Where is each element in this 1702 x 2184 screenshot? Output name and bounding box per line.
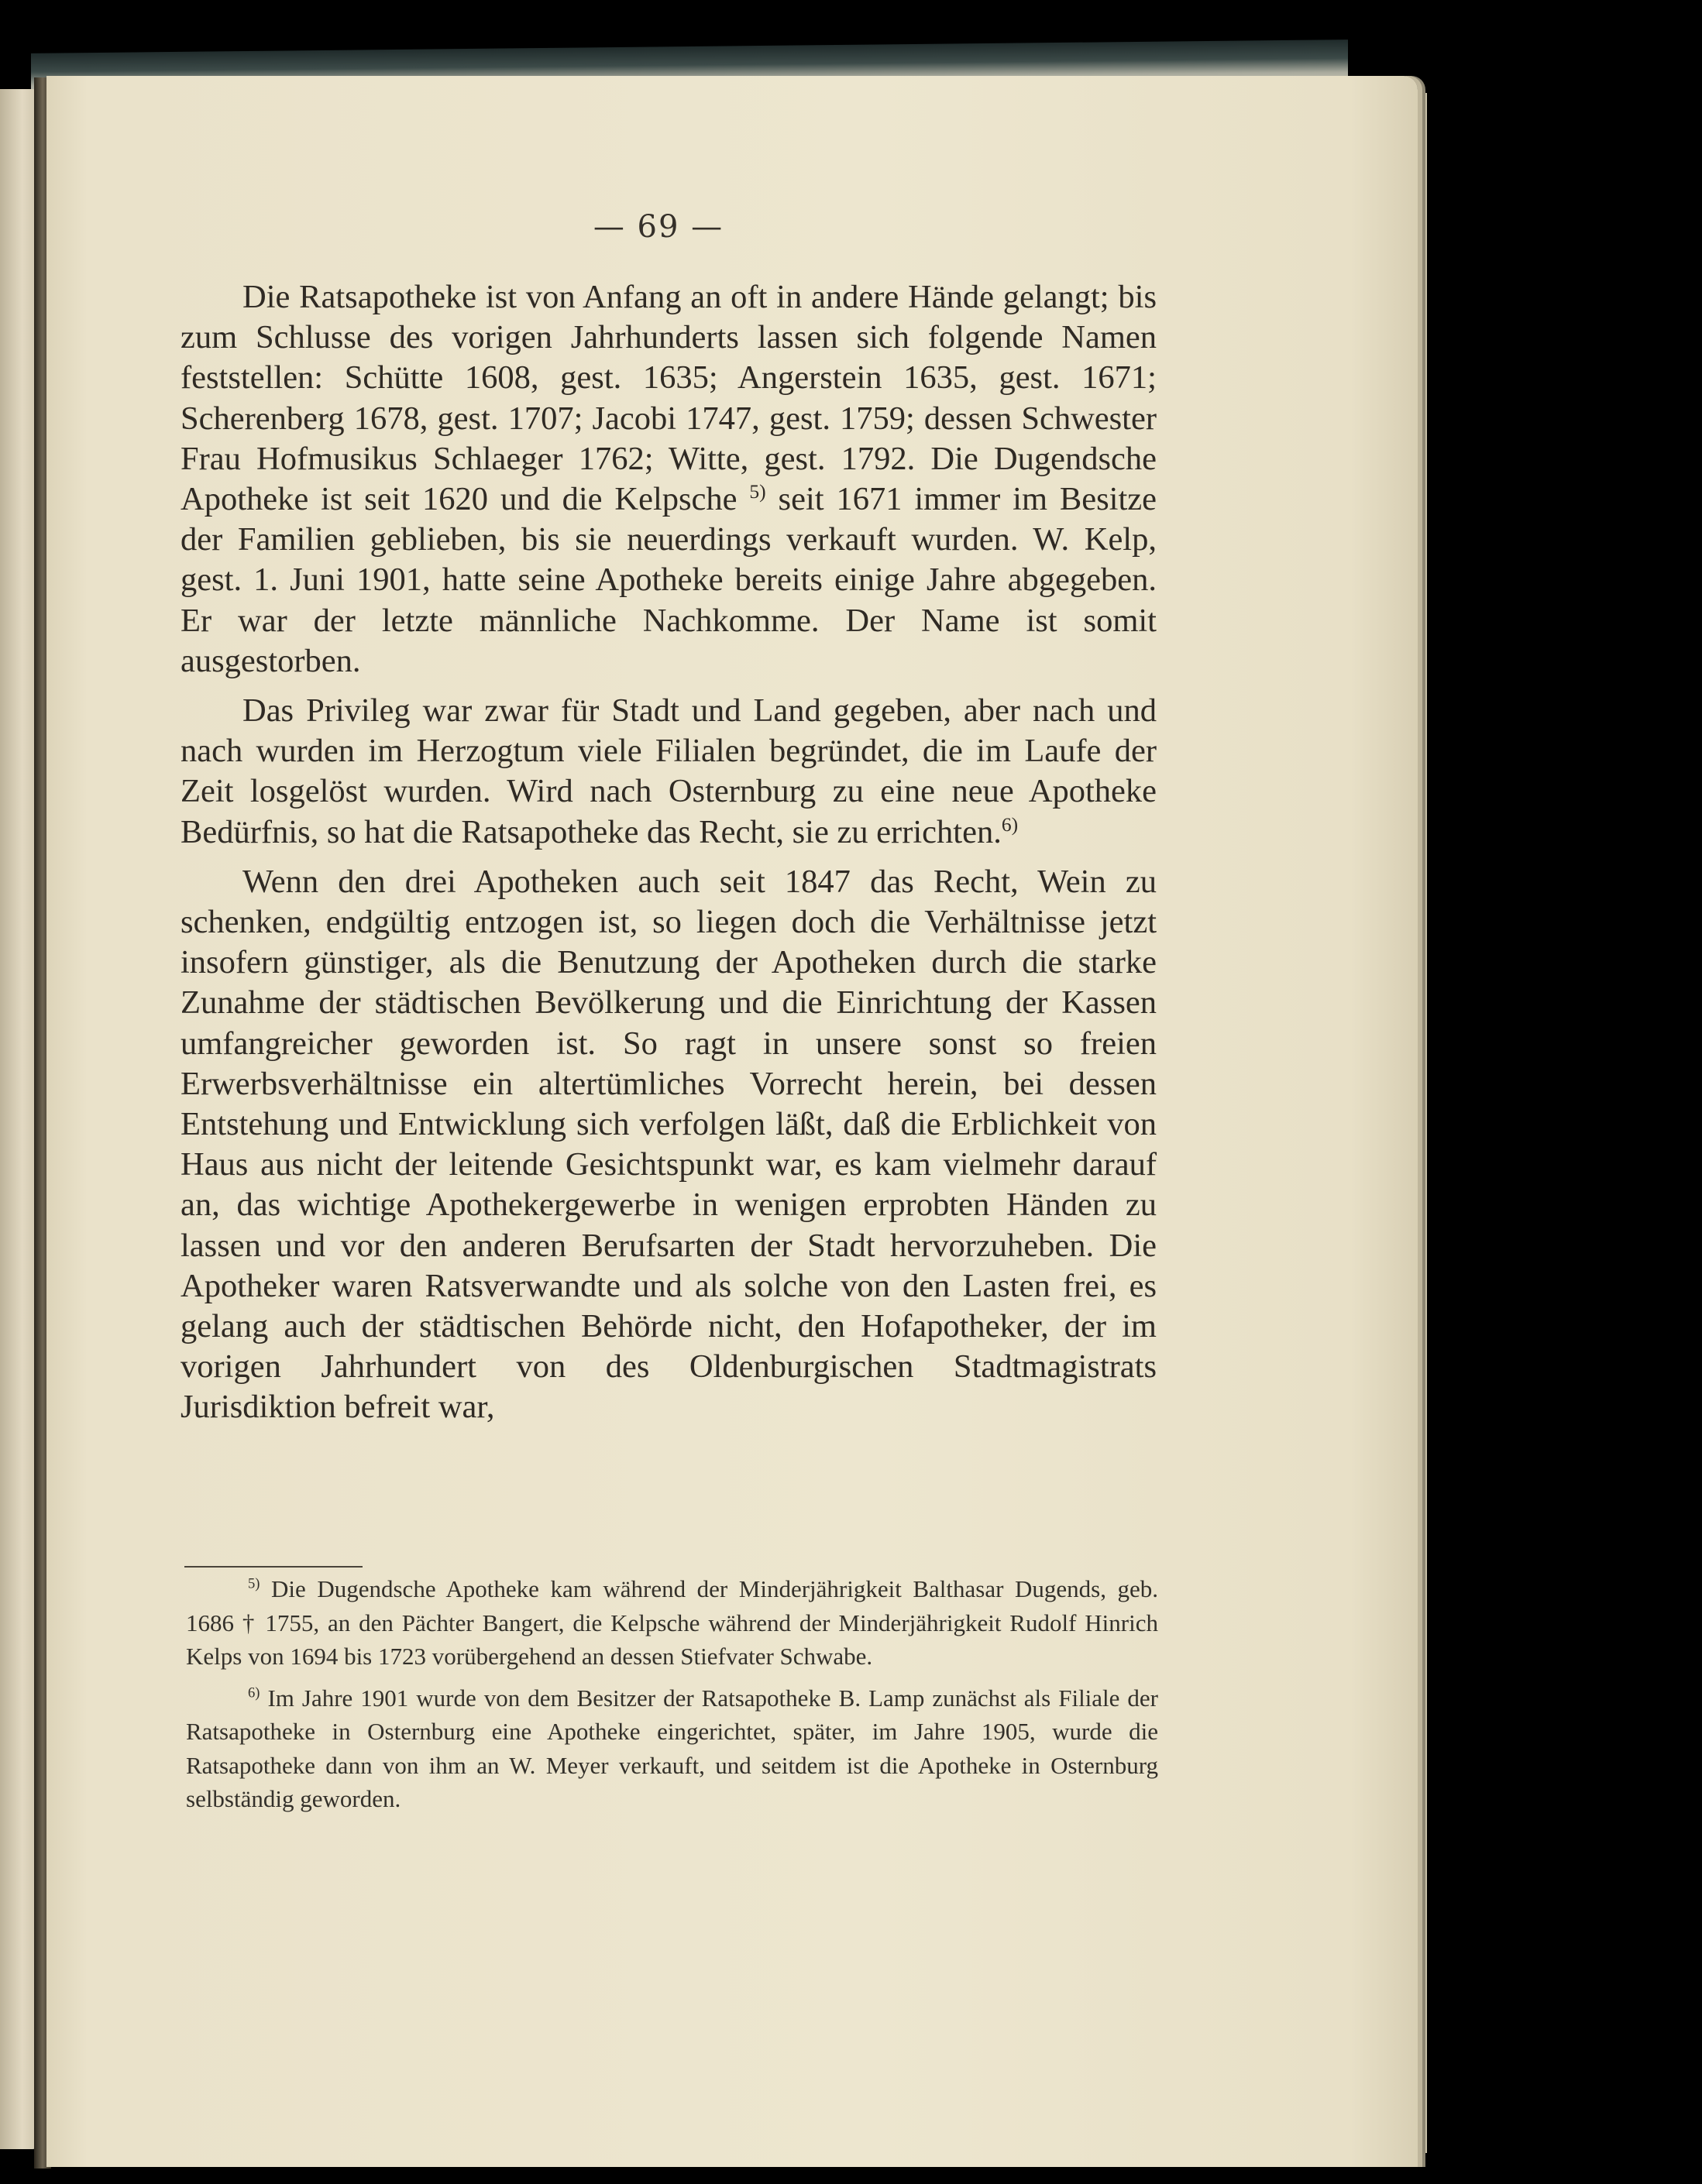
footnote-mark: 6)	[248, 1684, 260, 1702]
footnote-6	[186, 1681, 1158, 1816]
footnote-text: Die Dugendsche Apotheke kam während der Minderjährigkeit Balthasar Dugends, geb. 1686 † 1755, an den Pächter Bangert, die Kelpsche während der Minderjährigkeit Rudolf Hinrich Kelps von 1694 bis 1723 vorübergehend an dessen Stiefvater Schwabe.	[186, 1575, 1158, 1670]
footnote-ref-6: 6)	[1001, 812, 1019, 836]
paragraph-2: Das Privileg war zwar für Stadt und Land gegeben, aber nach und nach wurden im Herzogtum viele Filialen begründet, die im Laufe der Zeit losgelöst wurden. Wird nach Osternburg zu eine neue Apotheke Bedürfnis, so hat die Ratsapotheke das Recht, sie zu errichten.$^{6)}$	[181, 692, 1157, 850]
previous-page-edge	[0, 89, 37, 2149]
footnote-5	[186, 1572, 1158, 1674]
paragraph-1: Die Ratsapotheke ist von Anfang an oft in andere Hände gelangt; bis zum Schlusse des vorigen Jahrhunderts lassen sich folgende Namen feststellen: Schütte 1608, gest. 1635; Angerstein 1635, gest. 1671; Scherenberg 1678, gest. 1707; Jacobi 1747, gest. 1759; dessen Schwester Frau Hofmusikus Schlaeger 1762; Witte, gest. 1792. Die Dugendsche Apotheke ist seit 1620 und die Kelpsche $^{5)}$ seit 1671 immer im Besitze der Familien geblieben, bis sie neuerdings verkauft wurden. W. Kelp, gest. 1. Juni 1901, hatte seine Apotheke bereits einige Jahre abgegeben. Er war der letzte männliche Nachkomme. Der Name ist somit ausgestorben.	[181, 279, 1157, 679]
body-text	[181, 277, 1157, 1437]
page-number-header: — 69 —	[593, 209, 724, 245]
paragraph-3: Wenn den drei Apotheken auch seit 1847 das Recht, Wein zu schenken, endgültig entzogen ist, so liegen doch die Verhältnisse jetzt insofern günstiger, als die Benutzung der Apotheken durch die starke Zunahme der städtischen Bevölkerung und die Einrichtung der Kassen umfangreicher geworden ist. So ragt in unsere sonst so freien Erwerbsverhältnisse ein altertümliches Vorrecht herein, bei dessen Entstehung und Entwicklung sich verfolgen läßt, daß die Erblichkeit von Haus aus nicht der leitende Gesichtspunkt war, es kam vielmehr darauf an, das wichtige Apothekergewerbe in wenigen erprobten Händen zu lassen und vor den anderen Berufsarten der Stadt hervorzuheben. Die Apotheker waren Ratsverwandte und als solche von den Lasten frei, es gelang auch der städtischen Behörde nicht, den Hofapotheker, der im vorigen Jahrhundert von des Oldenburgischen Stadtmagistrats Jurisdiktion befreit war,	[181, 863, 1157, 1426]
footnote-text: Im Jahre 1901 wurde von dem Besitzer der Ratsapotheke B. Lamp zunächst als Filiale der Ratsapotheke in Osternburg eine Apotheke eingerichtet, später, im Jahre 1905, wurde die Ratsapotheke dann von ihm an W. Meyer verkauft, und seitdem ist die Apotheke in Osternburg selbständig geworden.	[186, 1684, 1158, 1812]
footnote-divider	[184, 1566, 363, 1568]
footnote-mark: 5)	[248, 1575, 260, 1592]
footnote-ref-5: 5)	[749, 479, 766, 503]
footnotes	[186, 1572, 1158, 1824]
